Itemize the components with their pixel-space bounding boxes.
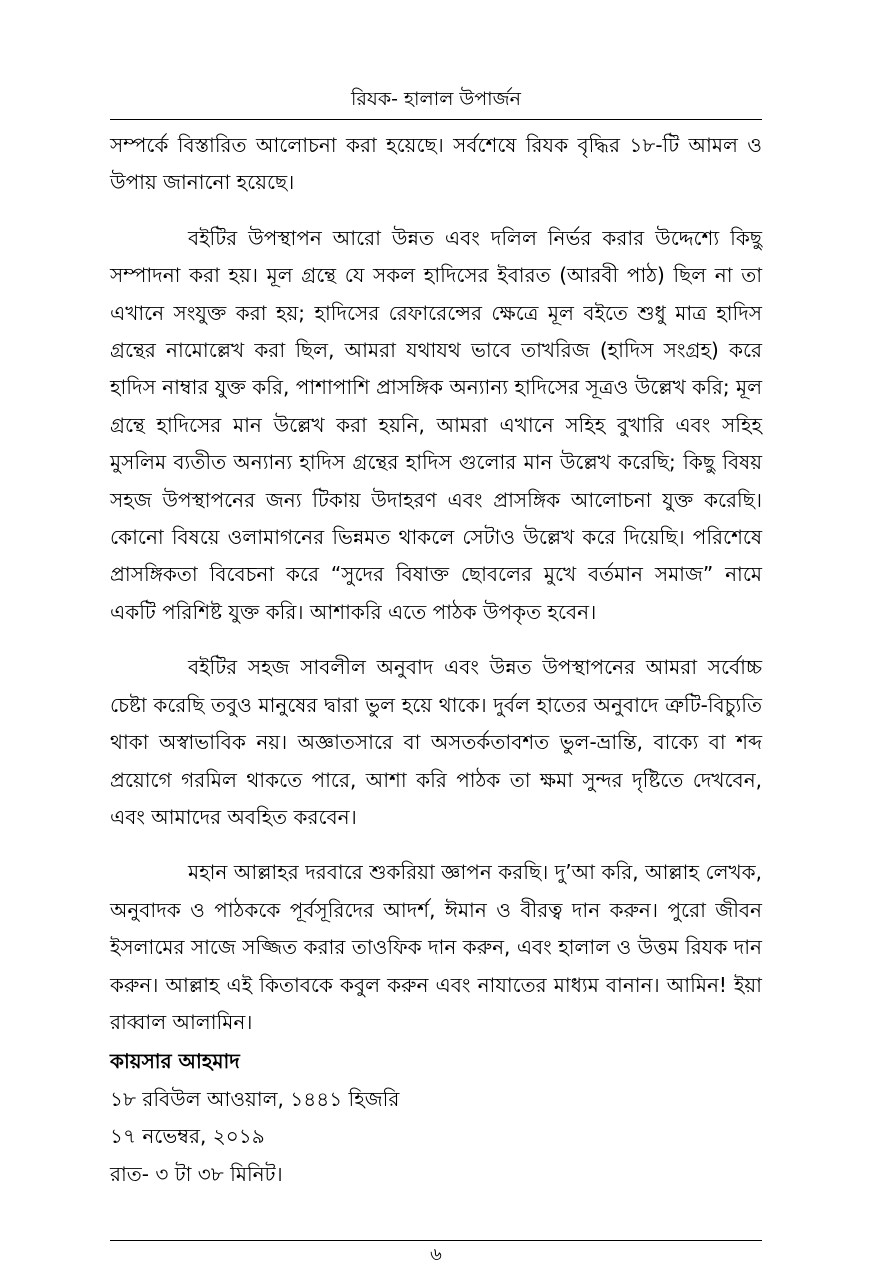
paragraph-translation: বইটির সহজ সাবলীল অনুবাদ এবং উন্নত উপস্থাপনের আমরা সর্বোচ্চ চেষ্টা করেছি তবুও মানুষের দ্বারা ভুল হয়ে থাকে। দুর্বল হাতের অনুবাদে ত্রুটি-বিচ্যুতি থাকা অস্বাভাবিক নয়। অজ্ঞাতসারে বা অসতর্কতাবশত ভুল-ভ্রান্তি, বাক্যে বা শব্দ প্রয়োগে গরমিল থাকতে পারে, আশা করি পাঠক তা ক্ষমা সুন্দর দৃষ্টিতে দেখবেন, এবং আমাদের অবহিত করবেন। bbox=[110, 655, 762, 829]
author-name: কায়সার আহমাদ bbox=[110, 1049, 240, 1073]
signature-block bbox=[110, 1043, 762, 1193]
footer-rule bbox=[110, 1240, 762, 1241]
page-number: ৬ bbox=[430, 1244, 442, 1265]
paragraph-editing: বইটির উপস্থাপন আরো উন্নত এবং দলিল নির্ভর করার উদ্দেশ্যে কিছু সম্পাদনা করা হয়। মূল গ্রন্থে যে সকল হাদিসের ইবারত (আরবী পাঠ) ছিল না তা এখানে সংযুক্ত করা হয়; হাদিসের রেফারেন্সের ক্ষেত্রে মূল বইতে শুধু মাত্র হাদিস গ্রন্থের নামোল্লেখ করা ছিল, আমরা যথাযথ ভাবে তাখরিজ (হাদিস সংগ্রহ) করে হাদিস নাম্বার যুক্ত করি, পাশাপাশি প্রাসঙ্গিক অন্যান্য হাদিসের সূত্রও উল্লেখ করি; মূল গ্রন্থে হাদিসের মান উল্লেখ করা হয়নি, আমরা এখানে সহিহ বুখারি এবং সহিহ মুসলিম ব্যতীত অন্যান্য হাদিস গ্রন্থের হাদিস গুলোর মান উল্লেখ করেছি; কিছু বিষয় সহজ উপস্থাপনের জন্য টিকায় উদাহরণ এবং প্রাসঙ্গিক আলোচনা যুক্ত করেছি। কোনো বিষয়ে ওলামাগনের ভিন্নমত থাকলে সেটাও উল্লেখ করে দিয়েছি। পরিশেষে প্রাসঙ্গিকতা বিবেচনা করে “সুদের বিষাক্ত ছোবলের মুখে বর্তমান সমাজ” নামে একটি পরিশিষ্ট যুক্ত করি। আশাকরি এতে পাঠক উপকৃত হবেন। bbox=[110, 225, 762, 624]
body-text bbox=[110, 127, 762, 1041]
paragraph-gap bbox=[110, 836, 762, 854]
header-rule bbox=[110, 119, 762, 120]
paragraph-continuation: সম্পর্কে বিস্তারিত আলোচনা করা হয়েছে। সর্বশেষে রিযক বৃদ্ধির ১৮-টি আমল ও উপায় জানানো হয়েছে। bbox=[110, 133, 762, 195]
signing-time: রাত- ৩ টা ৩৮ মিনিট। bbox=[110, 1161, 283, 1186]
hijri-date: ১৮ রবিউল আওয়াল, ১৪৪১ হিজরি bbox=[110, 1086, 400, 1111]
paragraph-prayer: মহান আল্লাহর দরবারে শুকরিয়া জ্ঞাপন করছি। দু’আ করি, আল্লাহ লেখক, অনুবাদক ও পাঠককে পূর্বসূরিদের আদর্শ, ঈমান ও বীরত্ব দান করুন। পুরো জীবন ইসলামের সাজে সজ্জিত করার তাওফিক দান করুন, এবং হালাল ও উত্তম রিযক দান করুন। আল্লাহ এই কিতাবকে কবুল করুন এবং নাযাতের মাধ্যম বানান। আমিন! ইয়া রাব্বাল আলামিন। bbox=[110, 860, 762, 1034]
running-header: রিযক- হালাল উপার্জন bbox=[351, 88, 521, 110]
paragraph-gap bbox=[110, 631, 762, 649]
gregorian-date: ১৭ নভেম্বর, ২০১৯ bbox=[110, 1124, 265, 1148]
paragraph-gap bbox=[110, 202, 762, 220]
